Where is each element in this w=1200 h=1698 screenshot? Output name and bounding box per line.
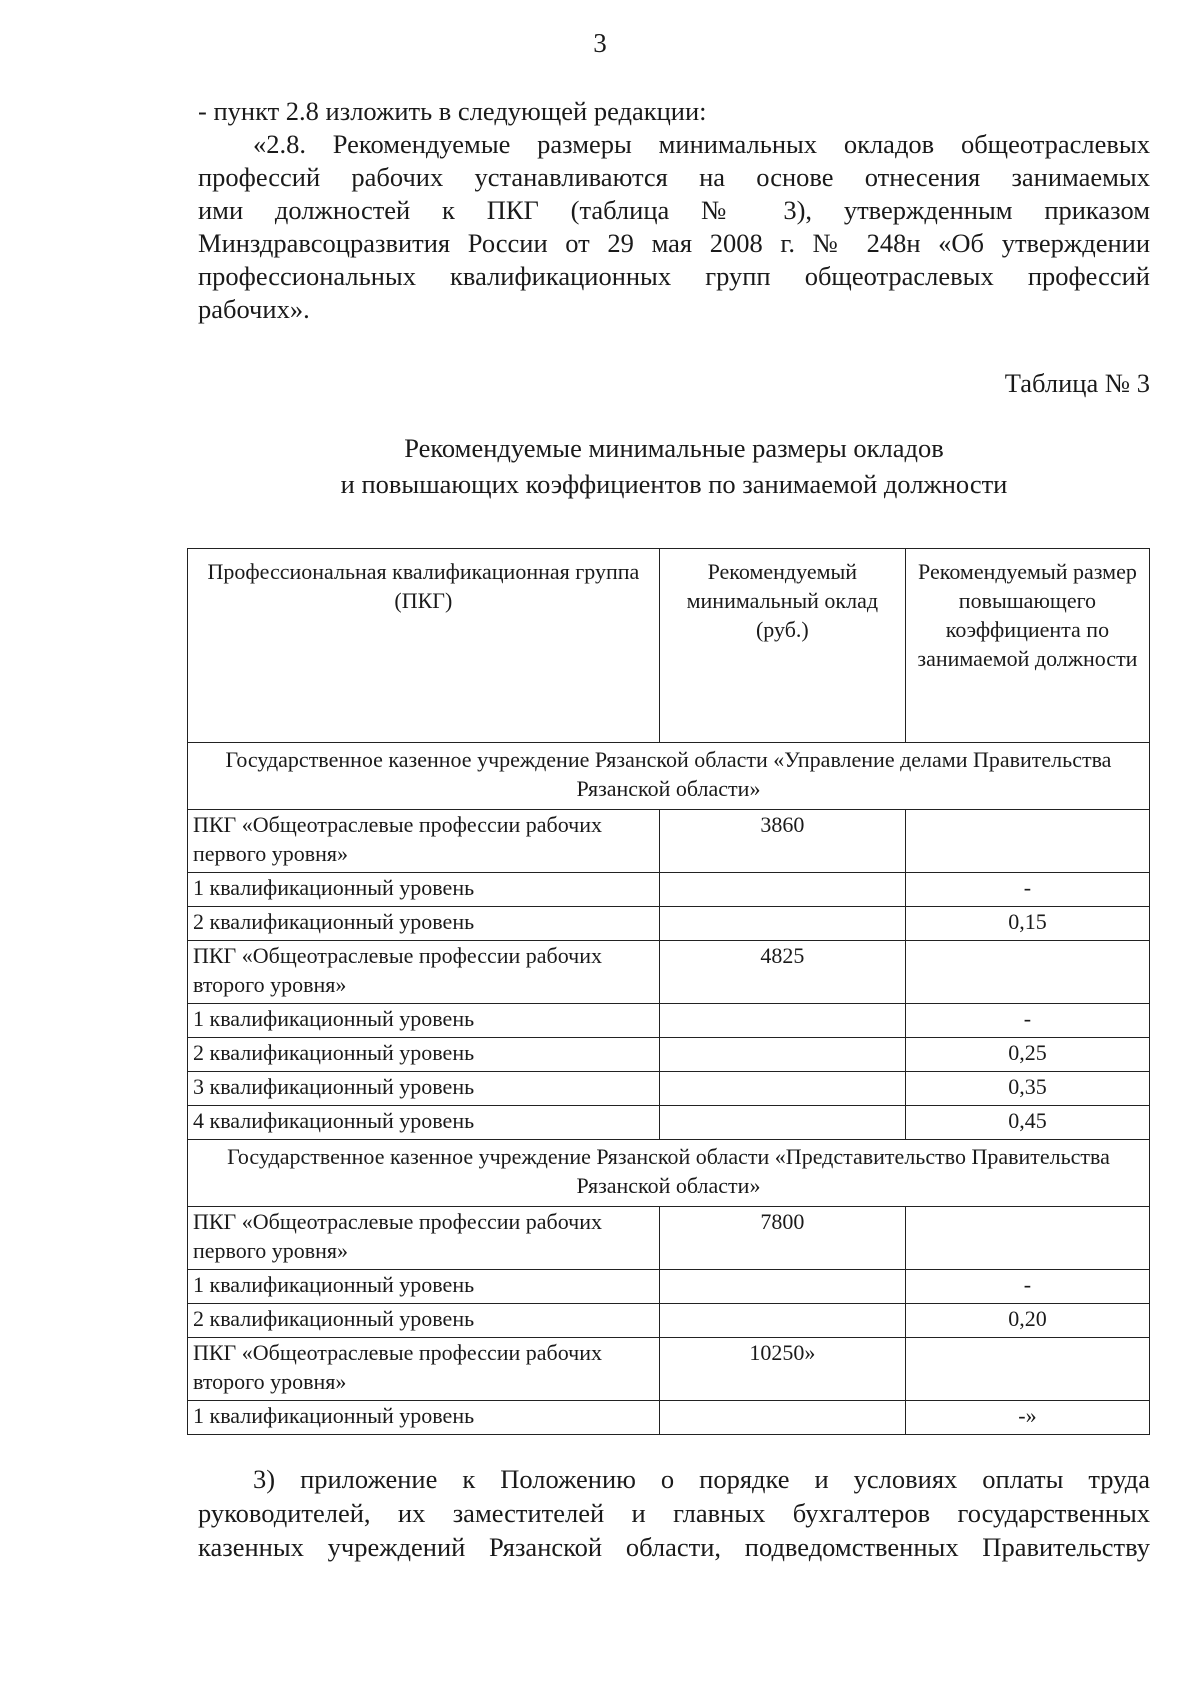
- table-header-row: [188, 549, 1150, 743]
- table-row: [188, 1401, 1150, 1435]
- cell-coefficient: 0,25: [905, 1038, 1149, 1072]
- cell-coefficient: 0,35: [905, 1072, 1149, 1106]
- cell-salary: 7800: [659, 1207, 905, 1270]
- cell-group: 2 квалификационный уровень: [188, 1038, 660, 1072]
- header-coefficient: Рекомендуемый размер повышающего коэффициента по занимаемой должности: [905, 549, 1149, 743]
- table-row: [188, 907, 1150, 941]
- cell-group: 1 квалификационный уровень: [188, 1401, 660, 1435]
- cell-salary: [659, 873, 905, 907]
- paragraph-line: «2.8. Рекомендуемые размеры минимальных окладов общеотраслевых: [253, 129, 1150, 159]
- table-row: [188, 1072, 1150, 1106]
- header-salary: Рекомендуемый минимальный оклад (руб.): [659, 549, 905, 743]
- cell-group: 4 квалификационный уровень: [188, 1106, 660, 1140]
- cell-salary: 3860: [659, 810, 905, 873]
- footer-line: 3) приложение к Положению о порядке и условиях оплаты труда: [253, 1464, 1150, 1494]
- cell-group: ПКГ «Общеотраслевые профессии рабочих второго уровня»: [188, 1338, 660, 1401]
- cell-group: 1 квалификационный уровень: [188, 1004, 660, 1038]
- cell-salary: [659, 1401, 905, 1435]
- table-row: [188, 941, 1150, 1004]
- table-title: [198, 430, 1150, 502]
- cell-coefficient: -: [905, 873, 1149, 907]
- table-row: [188, 1038, 1150, 1072]
- cell-group: 2 квалификационный уровень: [188, 1304, 660, 1338]
- cell-coefficient: -»: [905, 1401, 1149, 1435]
- cell-salary: 4825: [659, 941, 905, 1004]
- cell-coefficient: 0,15: [905, 907, 1149, 941]
- cell-group: 1 квалификационный уровень: [188, 873, 660, 907]
- table-title-line: Рекомендуемые минимальные размеры окладов: [404, 433, 944, 463]
- paragraph-line: профессиональных квалификационных групп общеотраслевых профессий: [198, 261, 1150, 291]
- cell-salary: 10250»: [659, 1338, 905, 1401]
- footer-paragraph: [198, 1462, 1150, 1564]
- table-row: [188, 873, 1150, 907]
- table-title-line: и повышающих коэффициентов по занимаемой должности: [340, 469, 1008, 499]
- cell-group: ПКГ «Общеотраслевые профессии рабочих первого уровня»: [188, 1207, 660, 1270]
- cell-coefficient: -: [905, 1270, 1149, 1304]
- cell-coefficient: 0,20: [905, 1304, 1149, 1338]
- section-title: Государственное казенное учреждение Рязанской области «Представительство Правительства Рязанской области»: [188, 1140, 1150, 1207]
- cell-coefficient: [905, 1207, 1149, 1270]
- cell-coefficient: [905, 1338, 1149, 1401]
- table-row: [188, 1338, 1150, 1401]
- cell-coefficient: [905, 941, 1149, 1004]
- table-row: [188, 1106, 1150, 1140]
- cell-salary: [659, 1304, 905, 1338]
- cell-salary: [659, 1106, 905, 1140]
- paragraph-line: Минздравсоцразвития России от 29 мая 2008 г. № 248н «Об утверждении: [198, 228, 1150, 258]
- table-row: [188, 1004, 1150, 1038]
- cell-salary: [659, 1270, 905, 1304]
- table-row: [188, 1270, 1150, 1304]
- section-title: Государственное казенное учреждение Рязанской области «Управление делами Правительства Рязанской области»: [188, 743, 1150, 810]
- cell-salary: [659, 1072, 905, 1106]
- cell-salary: [659, 1004, 905, 1038]
- table-row: [188, 1304, 1150, 1338]
- cell-group: ПКГ «Общеотраслевые профессии рабочих второго уровня»: [188, 941, 660, 1004]
- cell-group: 2 квалификационный уровень: [188, 907, 660, 941]
- section-row: [188, 1140, 1150, 1207]
- paragraph-line: профессий рабочих устанавливаются на основе отнесения занимаемых: [198, 162, 1150, 192]
- table-row: [188, 1207, 1150, 1270]
- cell-group: ПКГ «Общеотраслевые профессии рабочих первого уровня»: [188, 810, 660, 873]
- cell-salary: [659, 907, 905, 941]
- paragraph-line: ими должностей к ПКГ (таблица № 3), утвержденным приказом: [198, 195, 1150, 225]
- paragraph-line: рабочих».: [198, 294, 310, 324]
- table-label: Таблица № 3: [1004, 368, 1150, 398]
- cell-coefficient: 0,45: [905, 1106, 1149, 1140]
- cell-coefficient: -: [905, 1004, 1149, 1038]
- header-group: Профессиональная квалификационная группа (ПКГ): [188, 549, 660, 743]
- cell-coefficient: [905, 810, 1149, 873]
- paragraph-2-8: [198, 128, 1150, 326]
- section-row: [188, 743, 1150, 810]
- cell-salary: [659, 1038, 905, 1072]
- salary-table: [187, 548, 1150, 1435]
- page-number: 3: [593, 28, 607, 58]
- footer-line: руководителей, их заместителей и главных бухгалтеров государственных: [198, 1498, 1150, 1528]
- intro-line: - пункт 2.8 изложить в следующей редакции:: [198, 96, 707, 126]
- cell-group: 1 квалификационный уровень: [188, 1270, 660, 1304]
- cell-group: 3 квалификационный уровень: [188, 1072, 660, 1106]
- table-row: [188, 810, 1150, 873]
- footer-line: казенных учреждений Рязанской области, подведомственных Правительству: [198, 1532, 1150, 1562]
